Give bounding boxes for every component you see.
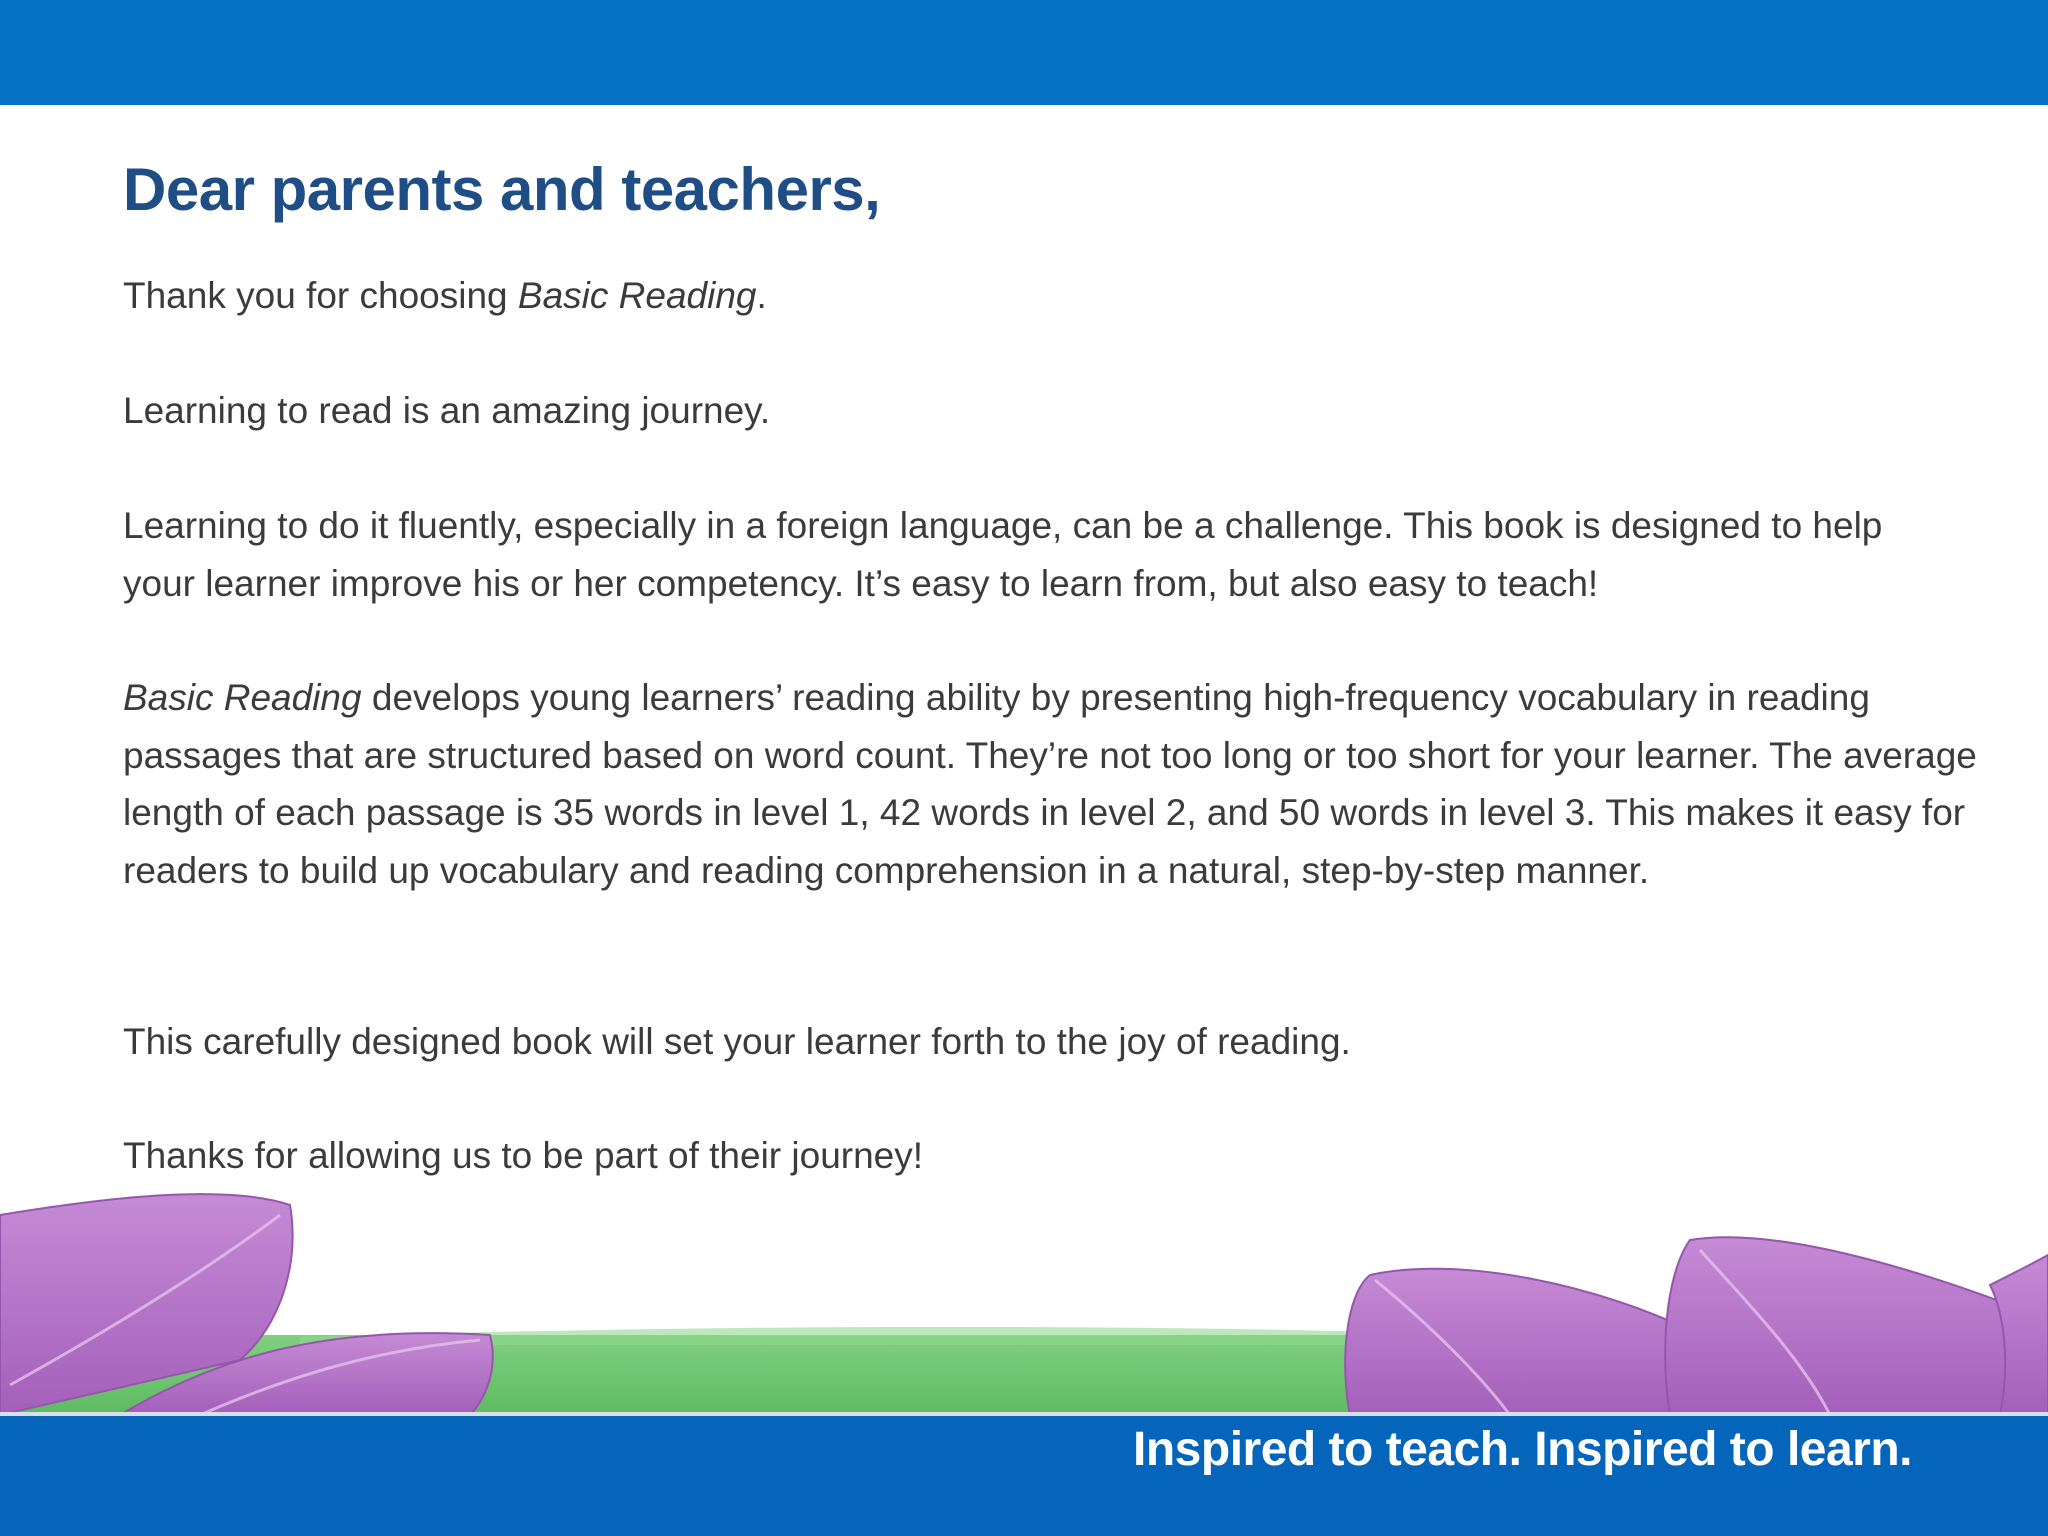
paragraph-thanks (123, 267, 767, 325)
paragraph-closing: Thanks for allowing us to be part of their journey! (123, 1135, 924, 1176)
top-banner (0, 0, 2048, 105)
right-leaf-1 (1345, 1269, 1711, 1415)
paragraph-description (123, 669, 2003, 899)
right-leaf-2 (1665, 1237, 2021, 1415)
letter-body (123, 150, 1983, 1176)
paragraph-thanks-end: . (756, 275, 767, 316)
lily-pad-illustration (0, 1185, 2048, 1415)
paragraph-thanks-text: Thank you for choosing (123, 275, 518, 316)
footer-slogan: Inspired to teach. Inspired to learn. (1133, 1423, 1912, 1476)
book-title-italic: Basic Reading (517, 275, 757, 316)
paragraph-description-text: develops young learners’ reading ability by presenting high-frequency vocabulary in reading passages that are structured based on word count. They’re not too long or too short for your learner. The average length of each passage is 35 words in level 1, 42 words in level 2, and 50 words in level 3. This makes it easy for readers to build up vocabulary and reading comprehension in a natural, step-by-step manner. (123, 677, 1977, 891)
letter-title: Dear parents and teachers, (123, 156, 881, 223)
paragraph-joy: This carefully designed book will set your learner forth to the joy of reading. (123, 1021, 1351, 1062)
paragraph-journey: Learning to read is an amazing journey. (123, 390, 771, 431)
paragraph-challenge: Learning to do it fluently, especially in a foreign language, can be a challenge. This book is designed to help your learner improve his or her competency. It’s easy to learn from, but also easy to teach! (123, 505, 1883, 604)
book-title-italic: Basic Reading (123, 677, 362, 718)
